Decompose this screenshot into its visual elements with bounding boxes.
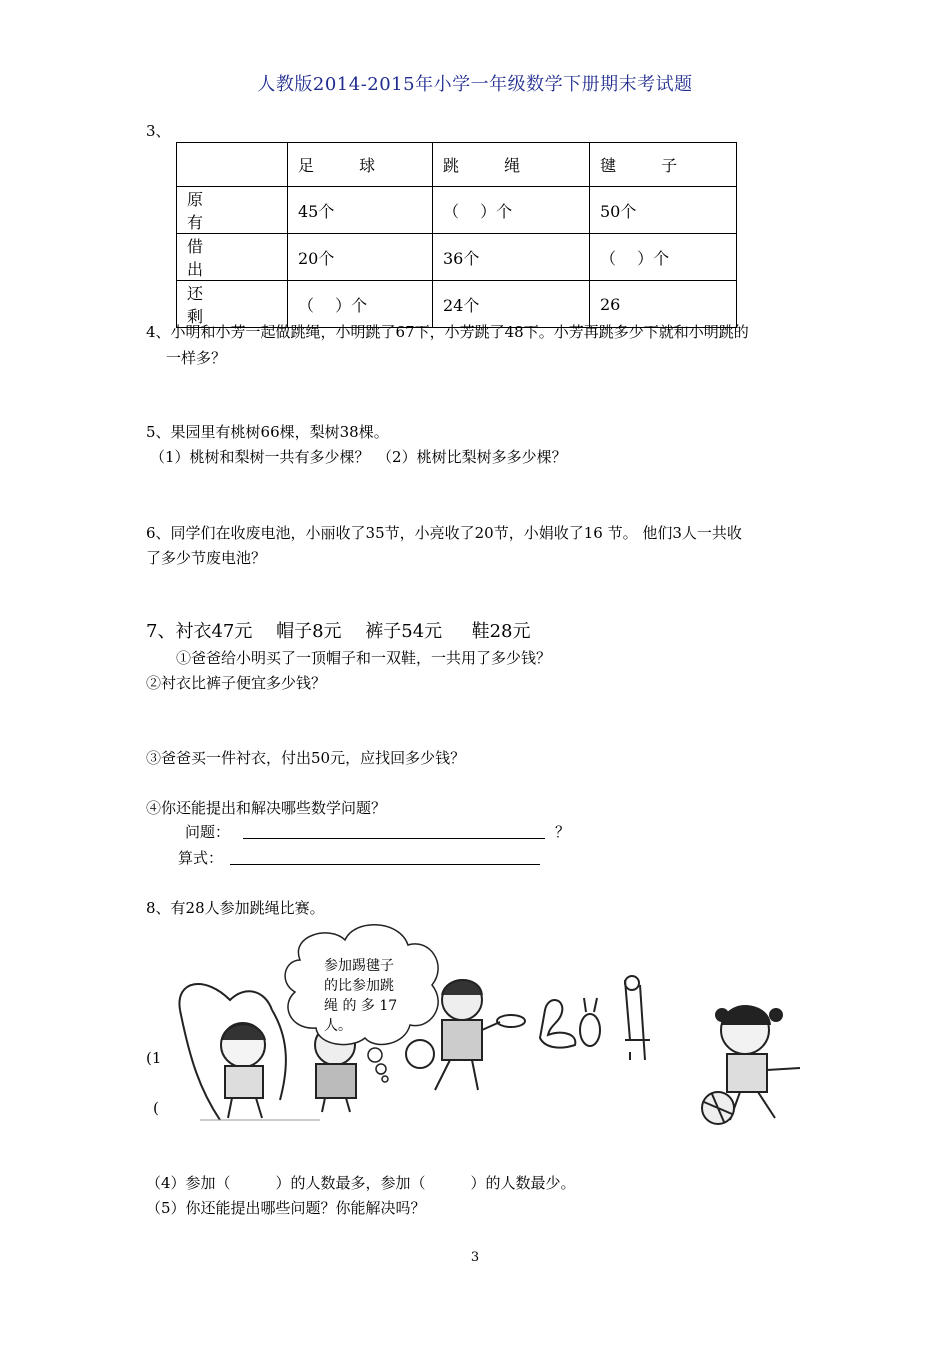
q8-partial-2: ( xyxy=(153,1099,159,1117)
q6-line2: 了多少节废电池？ xyxy=(146,549,267,567)
table-header-football: 足 球 xyxy=(288,143,433,187)
table-header-shuttlecock: 毽 子 xyxy=(590,143,737,187)
table-cell: 45个 xyxy=(288,187,433,234)
q7-sub1: ①爸爸给小明买了一顶帽子和一双鞋，一共用了多少钱？ xyxy=(176,649,552,667)
bubble-line: 的比参加跳 xyxy=(324,978,394,994)
q8-line1: 8、有28人参加跳绳比赛。 xyxy=(146,899,325,917)
table-cell: 50个 xyxy=(590,187,737,234)
q7-question-mark: ？ xyxy=(555,823,571,841)
table-cell: （ ）个 xyxy=(590,234,737,281)
bubble-line: 参加踢毽子 xyxy=(324,958,394,974)
q5-line2: （1）桃树和梨树一共有多少棵？ （2）桃树比梨树多多少棵？ xyxy=(150,448,567,466)
bubble-line: 绳 的 多 17 xyxy=(324,998,398,1014)
q8-partial-1: (1 xyxy=(146,1049,162,1067)
toys-figure xyxy=(540,976,650,1060)
q4-line2: 一样多？ xyxy=(166,349,227,367)
table-cell: 24个 xyxy=(433,281,590,328)
table-cell: （ ）个 xyxy=(288,281,433,328)
q7-question-label: 问题： xyxy=(185,823,231,841)
q7-prices: 7、衬衣47元 帽子8元 裤子54元 鞋28元 xyxy=(146,621,531,642)
row-label-remaining: 还 剩 xyxy=(177,281,288,328)
girl-with-ball-figure xyxy=(702,1006,800,1124)
q7-formula-label: 算式： xyxy=(178,849,224,867)
jump-rope-child-figure xyxy=(179,984,285,1120)
speech-bubble-text xyxy=(324,956,397,1036)
q3-label: 3、 xyxy=(146,122,171,140)
q4-line1: 4、小明和小芳一起做跳绳，小明跳了67下，小芳跳了48下。小芳再跳多少下就和小明跳的 xyxy=(146,323,749,341)
bubble-line: 人。 xyxy=(324,1018,352,1034)
row-label-original: 原 有 xyxy=(177,187,288,234)
q7-sub2: ②衬衣比裤子便宜多少钱？ xyxy=(146,674,327,692)
q8-sub5: （5）你还能提出哪些问题？你能解决吗？ xyxy=(146,1199,426,1217)
table-cell: （ ）个 xyxy=(433,187,590,234)
table-cell: 20个 xyxy=(288,234,433,281)
q5-line1: 5、果园里有桃树66棵，梨树38棵。 xyxy=(146,423,389,441)
row-label-lent: 借 出 xyxy=(177,234,288,281)
q7-sub4: ④你还能提出和解决哪些数学问题？ xyxy=(146,799,387,817)
page-number: 3 xyxy=(470,1250,480,1265)
table-cell: 36个 xyxy=(433,234,590,281)
table-cell: 26 xyxy=(590,281,737,328)
table-header-rope: 跳 绳 xyxy=(433,143,590,187)
page-header: 人教版2014-2015年小学一年级数学下册期末考试题 xyxy=(257,74,693,95)
q6-line1: 6、同学们在收废电池，小丽收了35节，小亮收了20节，小娟收了16 节。 他们3人一共收 xyxy=(146,524,742,542)
q8-sub4: （4）参加（ ）的人数最多，参加（ ）的人数最少。 xyxy=(146,1174,576,1192)
q7-sub3: ③爸爸买一件衬衣，付出50元，应找回多少钱？ xyxy=(146,749,466,767)
